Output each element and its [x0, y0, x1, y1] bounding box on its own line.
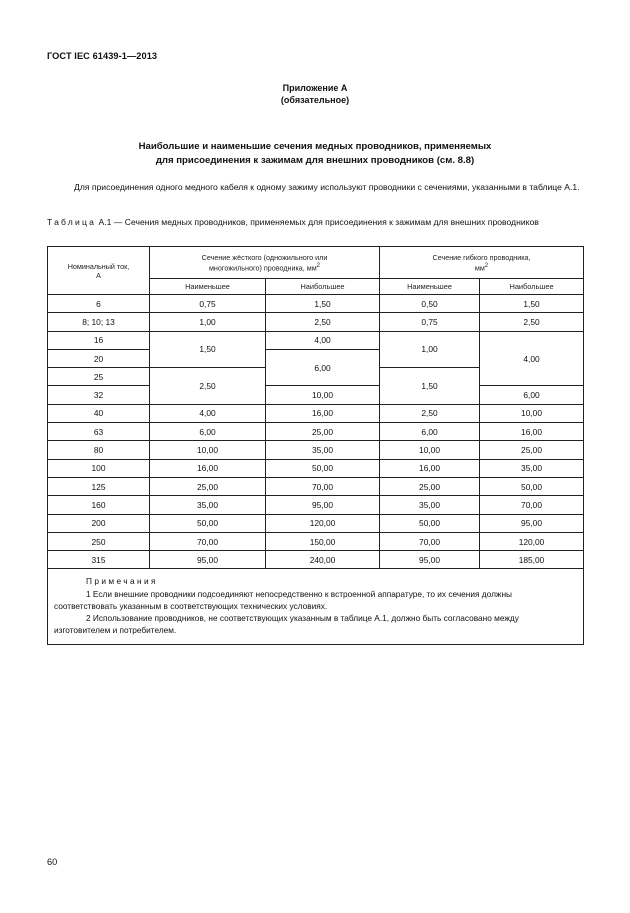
conductor-table — [47, 246, 584, 645]
cell-flex-min: 2,50 — [380, 404, 480, 422]
cell-current: 20 — [48, 349, 150, 367]
table-row — [48, 404, 584, 422]
table-row — [48, 441, 584, 459]
cell-flex-max: 120,00 — [480, 532, 584, 550]
cell-flex-max: 70,00 — [480, 496, 584, 514]
cell-rigid-min: 35,00 — [150, 496, 266, 514]
cell-rigid-max: 16,00 — [266, 404, 380, 422]
header-rigid: Сечение жёсткого (одножильного или многожильного) проводника, $мм^2$ — [150, 247, 380, 279]
table-row — [48, 386, 584, 404]
cell-current: 6 — [48, 295, 150, 313]
cell-rigid-max: 6,00 — [266, 349, 380, 386]
cell-rigid-max: 95,00 — [266, 496, 380, 514]
cell-flex-max: 95,00 — [480, 514, 584, 532]
cell-rigid-min: 1,00 — [150, 313, 266, 331]
cell-rigid-max: 120,00 — [266, 514, 380, 532]
cell-flex-min: 35,00 — [380, 496, 480, 514]
cell-rigid-max: 1,50 — [266, 295, 380, 313]
cell-flex-max: 16,00 — [480, 423, 584, 441]
cell-rigid-min: 25,00 — [150, 477, 266, 495]
table-row — [48, 313, 584, 331]
table-caption-text: А.1 — Сечения медных проводников, применяемых для присоединения к зажимам для внешних проводников — [98, 217, 539, 227]
cell-flex-min: 25,00 — [380, 477, 480, 495]
cell-current: 315 — [48, 551, 150, 569]
subheader-rigid-max: Наибольшее — [266, 279, 380, 295]
annex-status: (обязательное) — [280, 95, 350, 105]
cell-rigid-max: 70,00 — [266, 477, 380, 495]
cell-flex-min: 70,00 — [380, 532, 480, 550]
cell-rigid-min: 95,00 — [150, 551, 266, 569]
table-row — [48, 532, 584, 550]
cell-rigid-max: 4,00 — [266, 331, 380, 349]
cell-rigid-max: 240,00 — [266, 551, 380, 569]
cell-flex-min: 16,00 — [380, 459, 480, 477]
section-title-line1: Наибольшие и наименьшие сечения медных проводников, применяемых — [138, 141, 492, 152]
cell-current: 16 — [48, 331, 150, 349]
cell-flex-max: 4,00 — [480, 331, 584, 386]
cell-flex-max: 6,00 — [480, 386, 584, 404]
subheader-rigid-min: Наименьшее — [150, 279, 266, 295]
notes-cell — [48, 569, 584, 645]
cell-current: 160 — [48, 496, 150, 514]
cell-current: 40 — [48, 404, 150, 422]
annex-title: Приложение А — [282, 83, 348, 93]
intro-paragraph: Для присоединения одного медного кабеля к одному зажиму используют проводники с сечениями, указанными в таблице А.1. — [74, 182, 580, 192]
table-row — [48, 477, 584, 495]
page-number: 60 — [47, 857, 58, 867]
table-row — [48, 295, 584, 313]
cell-rigid-min: 70,00 — [150, 532, 266, 550]
cell-flex-min: 95,00 — [380, 551, 480, 569]
standard-header: ГОСТ IEC 61439-1—2013 — [47, 51, 158, 61]
table-row — [48, 514, 584, 532]
notes-heading: Примечания — [86, 576, 158, 587]
cell-rigid-min: 1,50 — [150, 331, 266, 368]
cell-current: 250 — [48, 532, 150, 550]
table-row — [48, 551, 584, 569]
cell-flex-min: 50,00 — [380, 514, 480, 532]
cell-flex-max: 1,50 — [480, 295, 584, 313]
cell-flex-max: 35,00 — [480, 459, 584, 477]
cell-flex-max: 25,00 — [480, 441, 584, 459]
cell-current: 25 — [48, 368, 150, 386]
header-flexible: Сечение гибкого проводника, $мм^2$ — [380, 247, 584, 279]
cell-current: 32 — [48, 386, 150, 404]
cell-current: 200 — [48, 514, 150, 532]
cell-rigid-max: 2,50 — [266, 313, 380, 331]
cell-rigid-max: 150,00 — [266, 532, 380, 550]
note-1: 1 Если внешние проводники подсоединяют непосредственно к встроенной аппаратуре, то их сечения должны соответствовать указанным в соответствующих технических условиях. — [54, 588, 513, 611]
table-row — [48, 459, 584, 477]
table-row — [48, 423, 584, 441]
cell-rigid-min: 16,00 — [150, 459, 266, 477]
subheader-flex-min: Наименьшее — [380, 279, 480, 295]
cell-rigid-min: 2,50 — [150, 368, 266, 405]
cell-flex-min: 0,50 — [380, 295, 480, 313]
cell-rigid-min: 50,00 — [150, 514, 266, 532]
table-caption — [47, 216, 584, 229]
cell-flex-max: 2,50 — [480, 313, 584, 331]
cell-flex-min: 10,00 — [380, 441, 480, 459]
cell-rigid-min: 0,75 — [150, 295, 266, 313]
cell-flex-min: 1,00 — [380, 331, 480, 368]
cell-rigid-max: 25,00 — [266, 423, 380, 441]
cell-rigid-min: 6,00 — [150, 423, 266, 441]
note-2: 2 Использование проводников, не соответствующих указанным в таблице А.1, должно быть согласовано между изготовителем и потребителем. — [54, 613, 519, 636]
cell-rigid-max: 10,00 — [266, 386, 380, 404]
table-row — [48, 331, 584, 349]
cell-current: 8; 10; 13 — [48, 313, 150, 331]
cell-current: 100 — [48, 459, 150, 477]
cell-flex-max: 50,00 — [480, 477, 584, 495]
cell-rigid-max: 50,00 — [266, 459, 380, 477]
cell-current: 63 — [48, 423, 150, 441]
notes-row — [48, 569, 584, 645]
cell-flex-min: 6,00 — [380, 423, 480, 441]
cell-rigid-max: 35,00 — [266, 441, 380, 459]
table-row — [48, 496, 584, 514]
subheader-flex-max: Наибольшее — [480, 279, 584, 295]
cell-flex-max: 185,00 — [480, 551, 584, 569]
table-caption-label: Таблица — [47, 217, 97, 227]
header-current: Номинальный ток, А — [48, 247, 150, 295]
section-title-line2: для присоединения к зажимам для внешних проводников (см. 8.8) — [155, 155, 475, 166]
cell-flex-min: 0,75 — [380, 313, 480, 331]
cell-flex-max: 10,00 — [480, 404, 584, 422]
cell-current: 80 — [48, 441, 150, 459]
cell-flex-min: 1,50 — [380, 368, 480, 405]
cell-rigid-min: 10,00 — [150, 441, 266, 459]
cell-rigid-min: 4,00 — [150, 404, 266, 422]
cell-current: 125 — [48, 477, 150, 495]
table-header-row — [48, 247, 584, 279]
